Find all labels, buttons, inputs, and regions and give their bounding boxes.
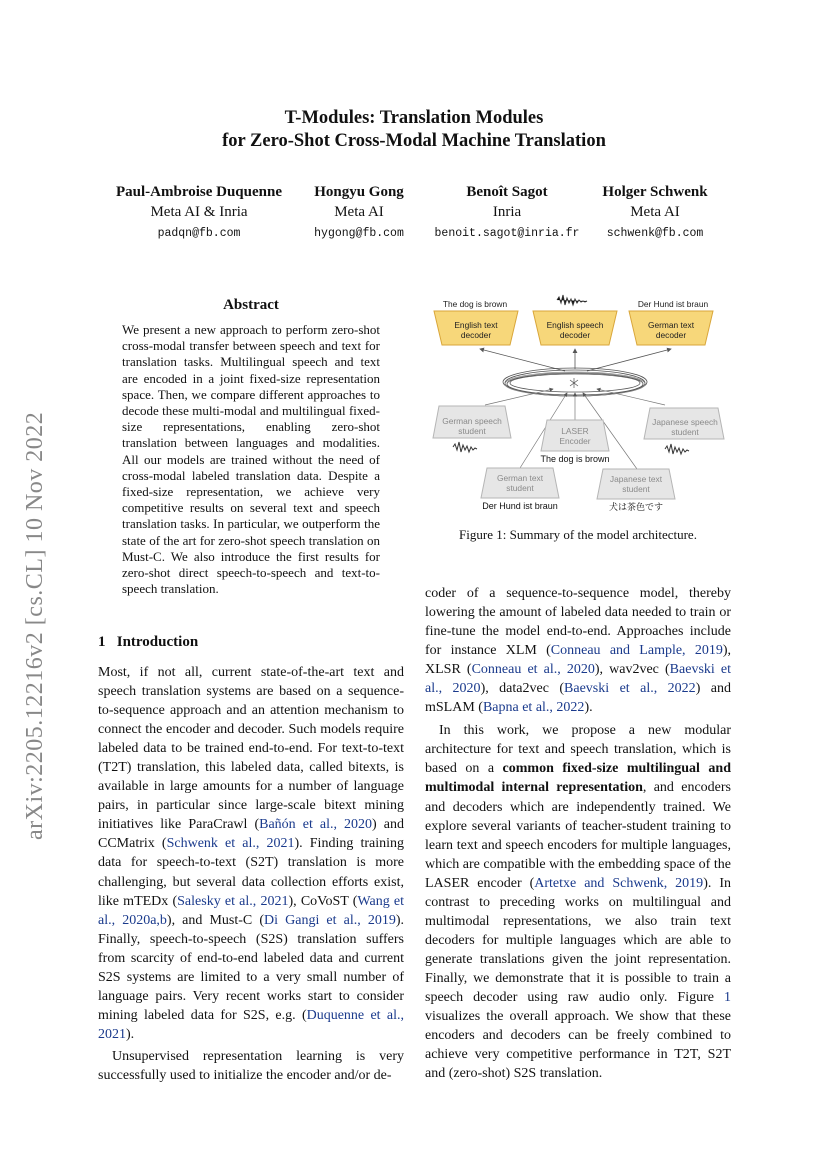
title-line-2: for Zero-Shot Cross-Modal Machine Translation [222, 131, 606, 151]
author-name: Hongyu Gong [314, 184, 404, 200]
waveform-icon [665, 444, 689, 454]
encoder-input-text: Der Hund ist braun [482, 501, 558, 511]
author-block [422, 183, 592, 246]
decoder-label: English speech decoder [546, 320, 604, 340]
figure-reference-link[interactable]: 1 [724, 989, 731, 1005]
paper-title [0, 107, 828, 153]
text-span: In this work, we propose a new modular architecture for text and speech translation, which is based on a [425, 723, 731, 777]
figure-output-text: Der Hund ist braun [637, 299, 709, 309]
waveform-icon [557, 295, 587, 305]
citation-link[interactable]: Wang et al., 2020a,b [98, 893, 405, 928]
citation-link[interactable]: Conneau et al., 2020 [471, 662, 595, 678]
encoder-label: Japanese text student [609, 474, 663, 494]
author-block [114, 183, 284, 246]
author-affiliation: Inria [492, 204, 522, 220]
author-block [570, 183, 740, 246]
text-span: Most, if not all, current state-of-the-art text and speech translation systems are based on a sequence-to-sequence approach and an attention mechanism to connect the encoder and decoder. Such models require labeled data to be trained end-to-end. For text-to-text (T2T) translation, this labeled data, called bitexts, is available in large amounts for a number of language pairs, in particular since large-scale bitext mining initiatives like ParaCrawl ( [98, 665, 404, 833]
text-span: ), wav2vec ( [594, 662, 670, 678]
text-span: ). [126, 1026, 135, 1042]
citation-link[interactable]: Schwenk et al., 2021 [166, 836, 295, 852]
text-span: ) and mSLAM ( [425, 681, 732, 716]
text-span: , and encoders and decoders which are independently trained. We explore several variants of teacher-student training to learn text and speech encoders for multiple languages, which are compatible with the embedding space of the LASER encoder ( [425, 780, 731, 891]
citation-link[interactable]: Conneau and Lample, 2019 [550, 643, 723, 659]
text-span: ), XLSR ( [425, 643, 731, 678]
author-name: Paul-Ambroise Duquenne [116, 184, 282, 200]
text-span: ). [584, 700, 593, 716]
author-email: hygong@fb.com [314, 227, 404, 240]
author-name: Holger Schwenk [602, 184, 708, 200]
architecture-figure [425, 293, 730, 518]
citation-link[interactable]: Bapna et al., 2022 [482, 700, 585, 716]
text-span: ). Finding training data for speech-to-text (S2T) translation is more challenging, but several data collection efforts exist, like mTEDx ( [98, 836, 405, 909]
author-name: Benoît Sagot [466, 184, 548, 200]
encoder-label: LASER Encoder [559, 426, 591, 446]
figure-output-text: The dog is brown [442, 299, 508, 309]
text-span: visualizes the overall approach. We show that these encoders and decoders can be freely combined to achieve very competitive performance in T2T, S2T and (zero-shot) S2S translation. [425, 1009, 731, 1082]
author-block [274, 183, 444, 246]
text-span: ). Finally, speech-to-speech (S2S) translation suffers from scarcity of end-to-end labeled data and current S2S systems are limited to a very small number of language pairs. Very recent works start to consider mining labeled data for S2S, e.g. ( [98, 912, 404, 1023]
decoder-label: German text decoder [647, 320, 695, 340]
citation-link[interactable]: Duquenne et al., 2021 [98, 1007, 404, 1042]
encoder-input-text: 犬は茶色です [608, 502, 663, 512]
intro-paragraph-2: Unsupervised representation learning is very successfully used to initialize the encoder and/or de- [98, 1048, 404, 1083]
text-span: ), CoVoST ( [288, 893, 358, 909]
encoder-label: Japanese speech student [652, 417, 718, 437]
abstract-text: We present a new approach to perform zero-shot cross-modal transfer between speech and text for translation tasks. Multilingual speech and text are encoded in a joint fixed-size representation space. Then, we compare different approaches to decode these multi-modal and multilingual fixed-size representations, enabling zero-shot translation between languages and modalities. All our models are trained without the need of cross-modal labeled translation data. Despite a fixed-size representation, we achieve very competitive results on several text and speech translation tasks. In particular, we outperform the state of the art for zero-shot speech translation on Must-C. We also introduce the first results for zero-shot direct speech-to-speech and text-to-speech translation. [122, 322, 380, 597]
decoder-label: English text decoder [454, 320, 498, 340]
section-number: 1 [98, 634, 106, 650]
citation-link[interactable]: Bañón et al., 2020 [259, 817, 373, 833]
figure-caption: Figure 1: Summary of the model architecture. [459, 527, 697, 542]
author-email: schwenk@fb.com [606, 227, 704, 240]
citation-link[interactable]: Salesky et al., 2021 [177, 893, 289, 909]
intro-paragraph-3 [425, 721, 731, 1083]
text-span: ), data2vec ( [480, 681, 565, 697]
author-email: padqn@fb.com [157, 227, 241, 240]
embedding-point [570, 378, 578, 388]
author-email: benoit.sagot@inria.fr [434, 227, 580, 240]
arxiv-identifier: arXiv:2205.12216v2 [cs.CL] 10 Nov 2022 [22, 411, 48, 840]
text-span: ). In contrast to preceding works on multilingual and multimodal representations, we also train text decoders for multiple languages which are able to generate translations given the joint representation. Finally, we demonstrate that it is possible to train a speech decoder using raw audio only. Figure [425, 875, 731, 1005]
title-line-1: T-Modules: Translation Modules [284, 108, 544, 128]
text-span: ), and Must-C ( [166, 912, 265, 928]
citation-link[interactable]: Di Gangi et al., 2019 [264, 912, 396, 928]
abstract-heading: Abstract [223, 297, 279, 313]
citation-link[interactable]: Baevski et al., 2020 [425, 662, 731, 697]
intro-paragraph-2-cont [425, 584, 731, 717]
intro-paragraph-1 [98, 663, 404, 1044]
encoder-input-text: The dog is brown [540, 454, 610, 464]
encoder-label: German text student [496, 473, 544, 493]
text-span: ) and CCMatrix ( [98, 817, 404, 852]
section-title: Introduction [116, 634, 199, 650]
author-affiliation: Meta AI [334, 204, 384, 220]
waveform-icon [453, 442, 477, 452]
author-affiliation: Meta AI [630, 204, 680, 220]
author-affiliation: Meta AI & Inria [150, 204, 248, 220]
text-span: coder of a sequence-to-sequence model, thereby lowering the amount of labeled data needed to train or fine-tune the model end-to-end. Approaches include for instance XLM ( [425, 586, 731, 659]
encoder-label: German speech student [442, 416, 502, 436]
intro-right-column [425, 584, 731, 1083]
citation-link[interactable]: Baevski et al., 2022 [564, 681, 696, 697]
intro-left-column [98, 663, 404, 1085]
citation-link[interactable]: Artetxe and Schwenk, 2019 [534, 875, 704, 891]
section-heading [98, 634, 198, 651]
bold-text: common fixed-size multilingual and multimodal internal representation [425, 761, 731, 796]
